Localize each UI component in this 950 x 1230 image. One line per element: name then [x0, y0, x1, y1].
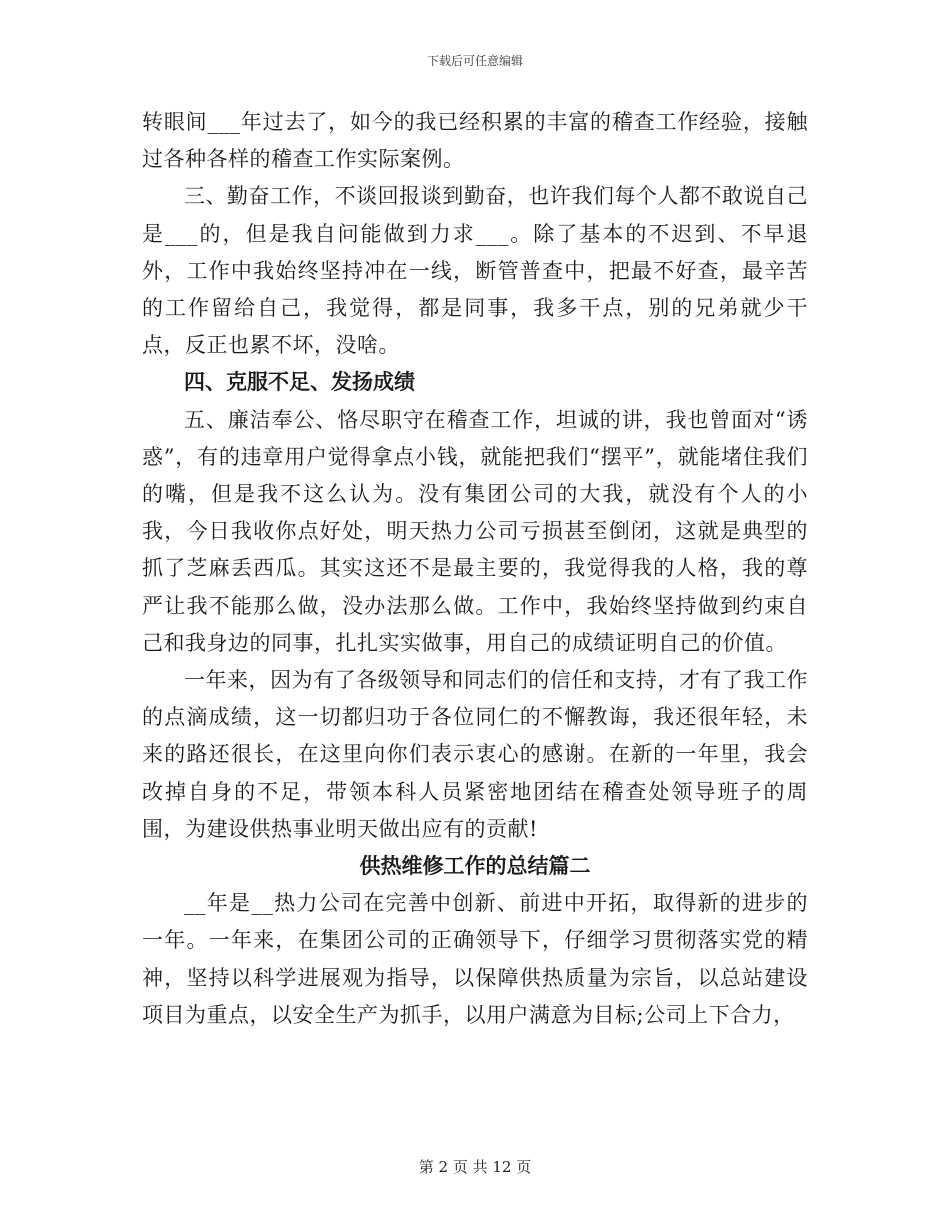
section-heading-overcome: 四、克服不足、发扬成绩 — [184, 370, 415, 395]
page-number: 第 2 页 共 12 页 — [418, 1158, 532, 1176]
paragraph-integrity: 五、廉洁奉公、恪尽职守在稽查工作，坦诚的讲，我也曾面对“诱惑”，有的违章用户觉得拿点小钱，就能把我们“摆平”，就能堵住我们的嘴，但是我不这么认为。没有集团公司的大我，就没有个人的小我，今日我收你点好处，明天热力公司亏损甚至倒闭，这就是典型的抓了芝麻丢西瓜。其实这还不是最主要的，我觉得我的人格，我的尊严让我不能那么做，没办法那么做。工作中，我始终坚持做到约束自己和我身边的同事，扎扎实实做事，用自己的成绩证明自己的价值。 — [142, 407, 808, 655]
paragraph-diligent-work: 三、勤奋工作，不谈回报谈到勤奋，也许我们每个人都不敢说自己是___的，但是我自问能做到力求___。除了基本的不迟到、不早退外，工作中我始终坚持冲在一线，断管普查中，把最不好查，最辛苦的工作留给自己，我觉得，都是同事，我多干点，别的兄弟就少干点，反正也累不坏，没啥。 — [142, 184, 808, 358]
page-header-note: 下载后可任意编辑 — [426, 54, 523, 68]
paragraph-annual-intro: __年是__热力公司在完善中创新、前进中开拓，取得新的进步的一年。一年来，在集团公司的正确领导下，仔细学习贯彻落实党的精神，坚持以科学进展观为指导，以保障供热质量为宗旨，以总站建设项目为重点，以安全生产为抓手，以用户满意为目标;公司上下合力， — [142, 891, 808, 1027]
paragraph-experience: 转眼间___年过去了，如今的我已经积累的丰富的稽查工作经验，接触过各种各样的稽查工作实际案例。 — [142, 110, 808, 172]
document-body — [142, 104, 808, 1034]
paragraph-thanks: 一年来，因为有了各级领导和同志们的信任和支持，才有了我工作的点滴成绩，这一切都归功于各位同仁的不懈教诲，我还很年轻，未来的路还很长，在这里向你们表示衷心的感谢。在新的一年里，我会改掉自身的不足，带领本科人员紧密地团结在稽查处领导班子的周围，为建设供热事业明天做出应有的贡献! — [142, 668, 808, 841]
document-section-title: 供热维修工作的总结篇二 — [359, 854, 591, 879]
